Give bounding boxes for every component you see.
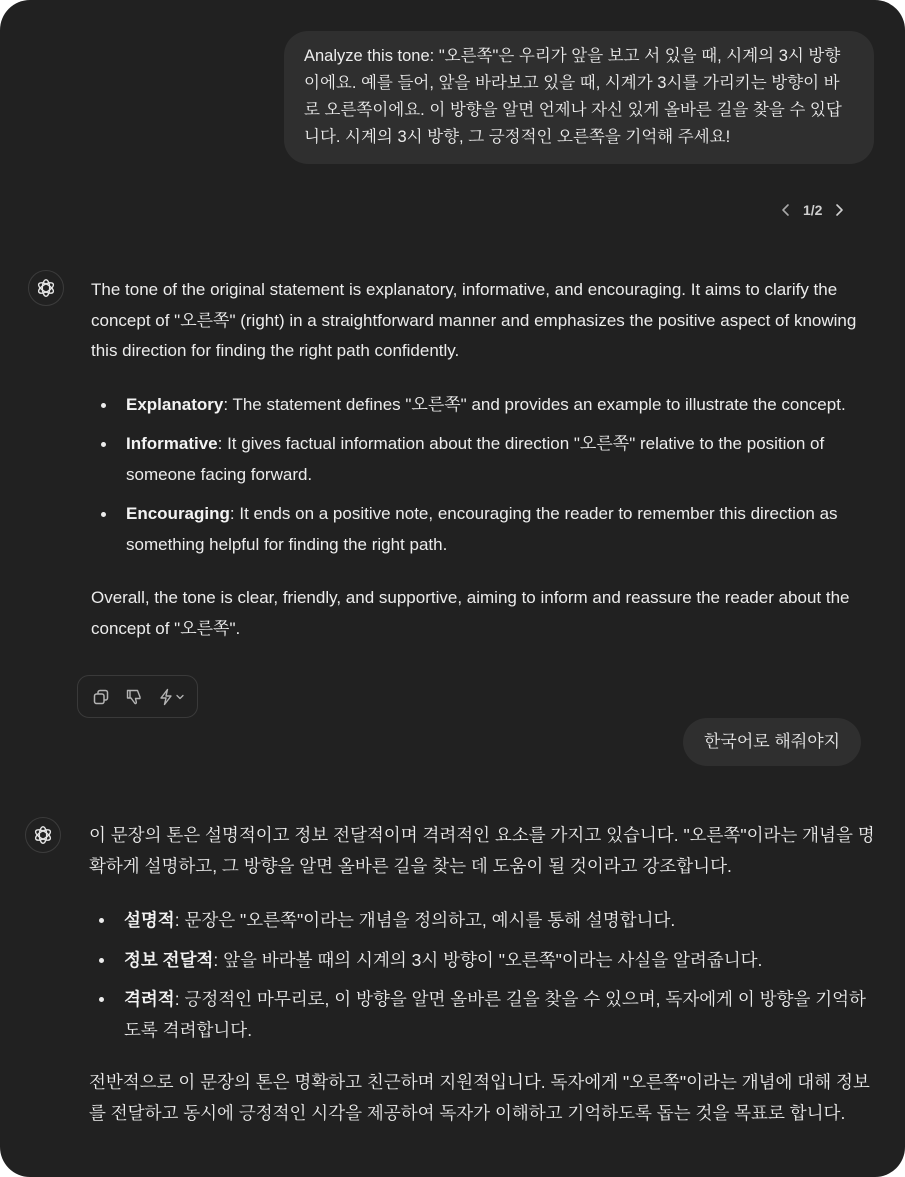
message-action-bar — [77, 675, 198, 718]
list-item-term: 설명적 — [124, 910, 175, 930]
user-message-text: 한국어로 해줘야지 — [704, 732, 841, 751]
assistant-message-intro: 이 문장의 톤은 설명적이고 정보 전달적이며 격려적인 요소를 가지고 있습니다. "오른쪽"이라는 개념을 명확하게 설명하고, 그 방향을 알면 올바른 길을 찾는 데 도움이 될 것이라고 강조합니다. — [89, 825, 875, 876]
list-item — [89, 905, 879, 936]
copy-button[interactable] — [89, 685, 113, 709]
user-message-bubble — [284, 31, 874, 164]
list-item-text: : It ends on a positive note, encouraging the reader to remember this direction as something helpful for finding the right path. — [126, 504, 838, 554]
chevron-left-icon — [778, 202, 794, 218]
previous-response-button[interactable] — [778, 202, 794, 218]
response-pager — [778, 198, 847, 222]
user-message-bubble — [683, 718, 861, 766]
assistant-avatar — [25, 817, 61, 853]
assistant-message-intro: The tone of the original statement is explanatory, informative, and encouraging. It aims to clarify the concept of "오른쪽" (right) in a straightforward manner and emphasizes the positive aspect of knowing this direction for finding the right path confidently. — [91, 280, 857, 360]
openai-logo-icon — [32, 824, 54, 846]
tone-list — [91, 390, 881, 561]
assistant-message — [89, 820, 879, 1128]
list-item-text: : It gives factual information about the direction "오른쪽" relative to the position of someone facing forward. — [126, 434, 825, 484]
thumbs-down-icon — [125, 688, 143, 706]
chevron-right-icon — [831, 202, 847, 218]
list-item-text: : 앞을 바라볼 때의 시계의 3시 방향이 "오른쪽"이라는 사실을 알려줍니다. — [213, 949, 763, 970]
next-response-button[interactable] — [831, 202, 847, 218]
list-item-text: : 문장은 "오른쪽"이라는 개념을 정의하고, 예시를 통해 설명합니다. — [174, 910, 676, 930]
list-item-term: Explanatory — [126, 394, 224, 414]
copy-icon — [92, 688, 110, 706]
list-item-text: : 긍정적인 마무리로, 이 방향을 알면 올바른 길을 찾을 수 있으며, 독자에게 이 방향을 기억하도록 격려합니다. — [124, 989, 866, 1040]
pager-label: 1/2 — [803, 202, 823, 218]
list-item-term: Informative — [126, 434, 218, 453]
list-item — [89, 984, 879, 1045]
list-item-term: 격려적 — [124, 989, 175, 1009]
thumbs-down-button[interactable] — [122, 685, 146, 709]
list-item — [91, 390, 881, 421]
list-item — [89, 945, 879, 976]
chevron-down-icon — [175, 692, 185, 702]
list-item-term: 정보 전달적 — [124, 949, 214, 970]
assistant-avatar — [28, 270, 64, 306]
user-message-text: Analyze this tone: "오른쪽"은 우리가 앞을 보고 서 있을 때, 시계의 3시 방향이에요. 예를 들어, 앞을 바라보고 있을 때, 시계가 3시를 가리키는 방향이 바로 오른쪽이에요. 이 방향을 알면 언제나 자신 있게 올바른 길을 찾을 수 있답니다. 시계의 3시 방향, 그 긍정적인 오른쪽을 기억해 주세요! — [304, 47, 842, 146]
assistant-message — [91, 275, 881, 644]
regenerate-icon — [157, 688, 175, 706]
list-item — [91, 499, 881, 560]
list-item-term: Encouraging — [126, 504, 230, 523]
tone-list — [89, 905, 879, 1045]
assistant-message-conclusion: Overall, the tone is clear, friendly, and supportive, aiming to inform and reassure the reader about the concept of "오른쪽". — [91, 588, 850, 638]
list-item — [91, 429, 881, 490]
regenerate-button[interactable] — [155, 685, 187, 709]
openai-logo-icon — [35, 277, 57, 299]
list-item-text: : The statement defines "오른쪽" and provides an example to illustrate the concept. — [223, 394, 846, 414]
assistant-message-conclusion: 전반적으로 이 문장의 톤은 명확하고 친근하며 지원적입니다. 독자에게 "오른쪽"이라는 개념에 대해 정보를 전달하고 동시에 긍정적인 시각을 제공하여 독자가 이해하고 기억하도록 돕는 것을 목표로 합니다. — [89, 1072, 870, 1123]
